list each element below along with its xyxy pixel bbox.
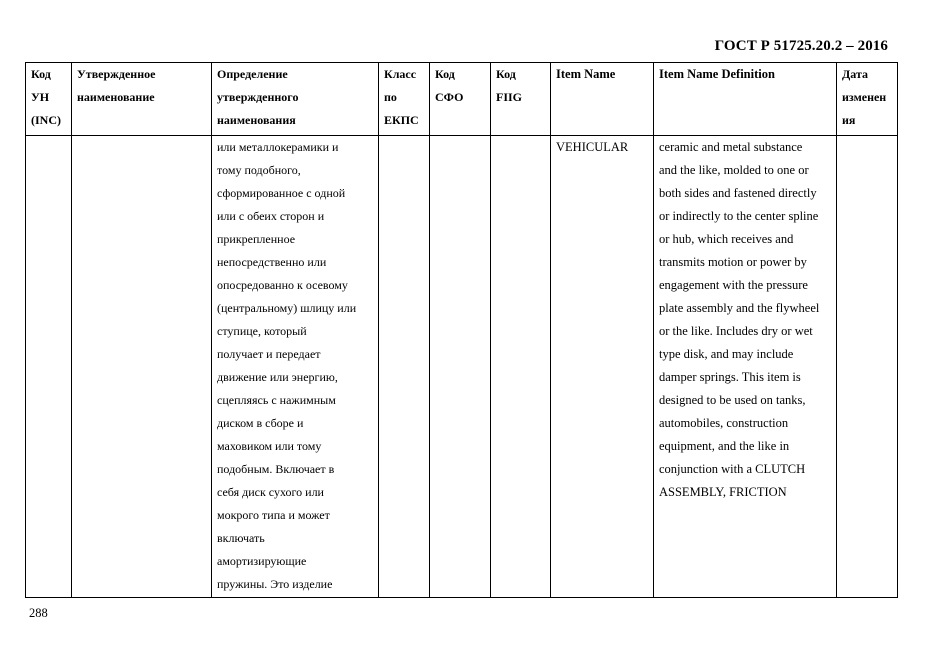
text-line: or the like. Includes dry or wet <box>659 324 813 338</box>
cell-sfo <box>430 136 491 598</box>
header-item-name-definition <box>654 63 837 136</box>
text-line: Код <box>496 67 516 81</box>
text-line: включать <box>217 531 265 545</box>
text-line: утвержденного <box>217 90 299 104</box>
text-line: изменен <box>842 90 887 104</box>
text-line: наименование <box>77 90 155 104</box>
text-line: сцепляясь с нажимным <box>217 393 336 407</box>
text-line: ия <box>842 113 856 127</box>
header-definition <box>212 63 379 136</box>
text-line: наименования <box>217 113 296 127</box>
text-line: and the like, molded to one or <box>659 163 809 177</box>
cell-class <box>379 136 430 598</box>
text-line: ступице, который <box>217 324 307 338</box>
text-line: прикрепленное <box>217 232 296 246</box>
cell-definition-ru <box>212 136 379 598</box>
document-title: ГОСТ Р 51725.20.2 – 2016 <box>714 38 888 54</box>
text-line: (центральному) шлицу или <box>217 301 357 315</box>
text-line: engagement with the pressure <box>659 278 808 292</box>
text-line: damper springs. This item is <box>659 370 801 384</box>
table-row <box>26 136 898 598</box>
cell-approved-name <box>72 136 212 598</box>
classification-table <box>25 62 898 598</box>
text-line: сформированное с одной <box>217 186 346 200</box>
text-line: Определение <box>217 67 288 81</box>
cell-item-name <box>551 136 654 598</box>
header-sfo <box>430 63 491 136</box>
cell-fiig <box>491 136 551 598</box>
text-line: диском в сборе и <box>217 416 304 430</box>
text-line: движение или энергию, <box>217 370 338 384</box>
text-line: Item Name <box>556 67 616 81</box>
text-line: FIIG <box>496 90 523 104</box>
text-line: получает и передает <box>217 347 321 361</box>
header-inc <box>26 63 72 136</box>
text-line: Item Name Definition <box>659 67 775 81</box>
text-line: тому подобного, <box>217 163 301 177</box>
text-line: Код <box>31 67 51 81</box>
text-line: type disk, and may include <box>659 347 794 361</box>
text-line: automobiles, construction <box>659 416 789 430</box>
text-line: маховиком или тому <box>217 439 322 453</box>
header-class <box>379 63 430 136</box>
text-line: мокрого типа и может <box>217 508 330 522</box>
text-line: СФО <box>435 90 464 104</box>
text-line: ЕКПС <box>384 113 419 127</box>
text-line: Класс <box>384 67 417 81</box>
text-line: VEHICULAR <box>556 140 629 154</box>
text-line: equipment, and the like in <box>659 439 790 453</box>
page-number: 288 <box>29 606 48 620</box>
text-line: опосредованно к осевому <box>217 278 348 292</box>
text-line: ceramic and metal substance <box>659 140 803 154</box>
text-line: УН <box>31 90 50 104</box>
cell-item-definition <box>654 136 837 598</box>
text-line: transmits motion or power by <box>659 255 807 269</box>
text-line: непосредственно или <box>217 255 327 269</box>
text-line: пружины. Это изделие <box>217 577 333 591</box>
text-line: (INC) <box>31 113 61 127</box>
header-fiig <box>491 63 551 136</box>
table-header-row <box>26 63 898 136</box>
text-line: ASSEMBLY, FRICTION <box>659 485 787 499</box>
text-line: or hub, which receives and <box>659 232 794 246</box>
header-item-name <box>551 63 654 136</box>
text-line: по <box>384 90 397 104</box>
text-line: или металлокерамики и <box>217 140 339 154</box>
text-line: designed to be used on tanks, <box>659 393 806 407</box>
cell-change-date <box>837 136 898 598</box>
header-approved-name <box>72 63 212 136</box>
text-line: both sides and fastened directly <box>659 186 817 200</box>
text-line: Дата <box>842 67 868 81</box>
text-line: or indirectly to the center spline <box>659 209 819 223</box>
cell-inc <box>26 136 72 598</box>
text-line: plate assembly and the flywheel <box>659 301 820 315</box>
text-line: или с обеих сторон и <box>217 209 325 223</box>
text-line: conjunction with a CLUTCH <box>659 462 806 476</box>
text-line: Утвержденное <box>77 67 156 81</box>
header-change-date <box>837 63 898 136</box>
text-line: амортизирующие <box>217 554 307 568</box>
text-line: подобным. Включает в <box>217 462 335 476</box>
text-line: Код <box>435 67 455 81</box>
text-line: себя диск сухого или <box>217 485 324 499</box>
